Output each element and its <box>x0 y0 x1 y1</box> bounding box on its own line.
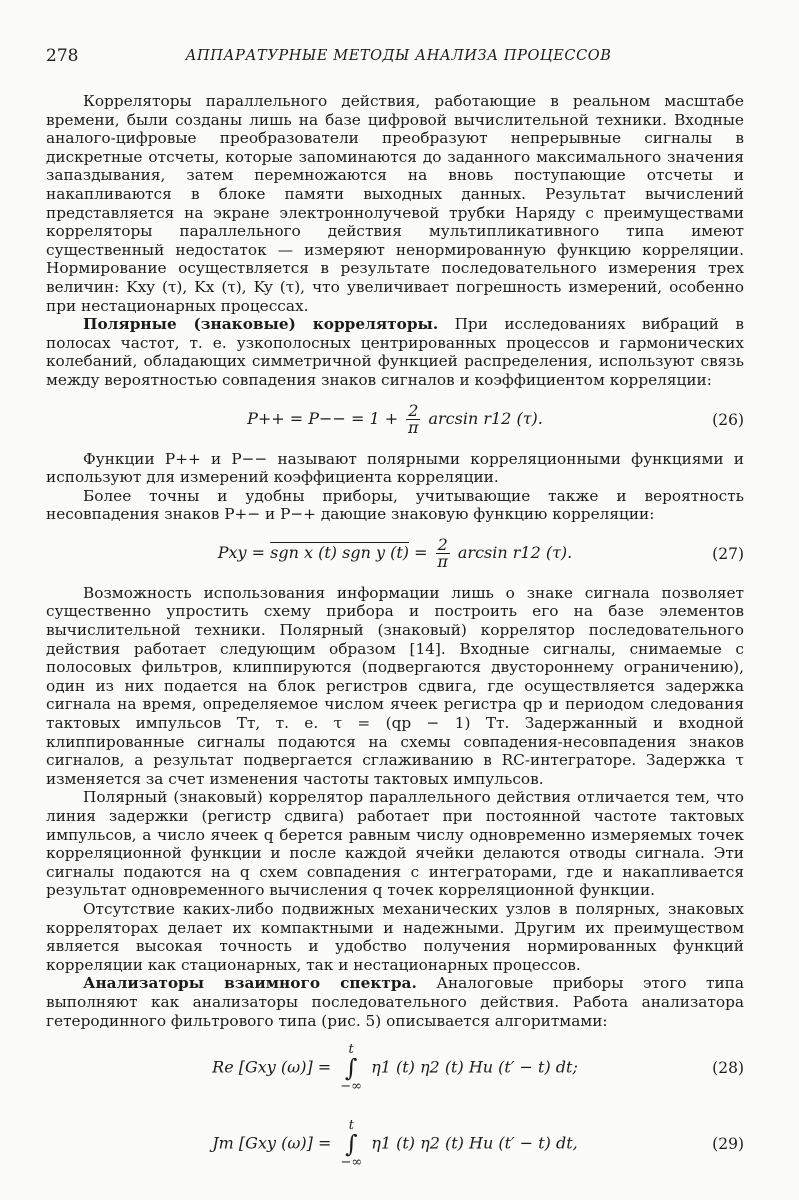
paragraph-polar-functions: Функции P++ и P−− называют полярными корреляционными функциями и используют для измерений коэффициента корреляции. <box>46 449 744 487</box>
paragraph-cross-spectrum-analyzers <box>46 974 744 1030</box>
equation-number: (26) <box>712 410 744 429</box>
integral-sign: t ∫ −∞ <box>340 1118 363 1171</box>
section-heading-polar-correlators: Полярные (знаковые) корреляторы. <box>83 315 439 334</box>
equation-formula <box>212 1042 578 1094</box>
equation-number: (28) <box>712 1059 744 1078</box>
paragraph-text: Аналоговые приборы этого типа выполняют как анализаторы последовательного действия. Работа анализатора гетеродинного фильтрового типа (рис. 5) описывается алгоритмами: <box>46 974 744 1030</box>
running-title: АППАРАТУРНЫЕ МЕТОДЫ АНАЛИЗА ПРОЦЕССОВ <box>185 48 612 64</box>
equation-lhs: Jm [Gxy (ω)] = <box>212 1133 332 1153</box>
paragraph-sequential-polar-correlator: Возможность использования информации лишь о знаке сигнала позволяет существенно упростить схему прибора и построить его на базе элементов вычислительной техники. Полярный (знаковый) коррелятор последовательного действия работает следующим образом [14]. Входные сигналы, снимаемые с полосовых фильтров, клиппируются (подвергаются двустороннему ограничению), один из них подается на блок регистров сдвига, где осуществляется задержка сигнала на время, определяемое числом ячеек регистра qр и периодом следования тактовых импульсов Tт, т. е. τ = (qр − 1) Tт. Задержанный и входной клиппированные сигналы подаются на схемы совпадения-несовпадения знаков сигналов, а результат подвергается сглаживанию в RC-интеграторе. Задержка τ изменяется за счет изменения частоты тактовых импульсов. <box>46 583 744 788</box>
equation-formula <box>247 403 543 436</box>
page-header <box>46 40 751 70</box>
integrand: η1 (t) η2 (t) Hи (t′ − t) dt; <box>371 1057 578 1077</box>
paragraph-advantages: Отсутствие каких-либо подвижных механических узлов в полярных, знаковых корреляторах делает их компактными и надежными. Другим их преимуществом является высокая точность и удобство получения нормированных функций корреляции как стационарных, так и нестационарных процессов. <box>46 899 744 974</box>
equation-26 <box>46 390 744 450</box>
fraction-denominator: π <box>408 418 419 437</box>
fraction-denominator: π <box>437 552 448 572</box>
equation-rhs: arcsin r12 (τ). <box>428 409 543 428</box>
equation-lhs: P++ = P−− = 1 + <box>247 409 399 428</box>
integral-lower-limit: −∞ <box>340 1079 363 1095</box>
paragraph-parallel-correlators: Корреляторы параллельного действия, работающие в реальном масштабе времени, были созданы лишь на базе цифровой вычислительной техники. Входные аналого-цифровые преобразователи преобразуют непрерывные сигналы в дискретные отсчеты, которые запоминаются до заданного максимального значения запаздывания, затем перемножаются на вновь поступающие отсчеты и накапливаются в блоке памяти выходных данных. Результат вычислений представляется на экране электроннолучевой трубки Наряду с преимуществами корреляторы параллельного действия мультипликативного типа имеют существенный недостаток — измеряют ненормированную функцию корреляции. Нормирование осуществляется в результате последовательного измерения трех величин: Kxy (τ), Kx (τ), Ky (τ), что увеличивает погрешность измерений, особенно при нестационарных процессах. <box>46 92 744 315</box>
paragraph-polar-correlators <box>46 315 744 389</box>
paragraph-text: При исследованиях вибраций в полосах частот, т. е. узкополосных центрированных процессов и гармонических колебаний, обладающих симметричной функцией распределения, используют связь между вероятностью совпадения знаков сигналов и коэффициентом корреляции: <box>46 315 744 389</box>
integral-upper-limit: t <box>348 1118 354 1134</box>
equation-number: (29) <box>712 1135 744 1154</box>
page-number: 278 <box>46 46 79 66</box>
integral-lower-limit: −∞ <box>340 1155 363 1171</box>
overlined-expression: sgn x (t) sgn y (t) <box>270 543 409 563</box>
equals-sign: = <box>414 543 428 563</box>
equation-rhs: arcsin r12 (τ). <box>457 543 573 563</box>
equation-27 <box>46 524 744 584</box>
fraction-numerator: 2 <box>437 535 448 555</box>
page-body <box>46 92 744 1182</box>
integral-upper-limit: t <box>348 1042 354 1058</box>
fraction-numerator: 2 <box>408 401 419 420</box>
paragraph-parallel-polar-correlator: Полярный (знаковый) коррелятор параллельного действия отличается тем, что линия задержки (регистр сдвига) работает при постоянной частоте тактовых импульсов, а число ячеек q берется равным числу одновременно измеряемых точек корреляционной функции и после каждой ячейки делаются отводы сигнала. Эти сигналы подаются на q схем совпадения с интеграторами, где и накапливается результат одновременного вычисления q точек корреляционной функции. <box>46 788 744 900</box>
paragraph-sign-function: Более точны и удобны приборы, учитывающие также и вероятность несовпадения знаков P+− и P−+ дающие знаковую функцию корреляции: <box>46 486 744 524</box>
equation-formula <box>218 537 573 570</box>
equation-lhs: Pxy = <box>217 543 266 563</box>
integral-sign: t ∫ −∞ <box>340 1042 363 1095</box>
equation-29 <box>46 1106 744 1182</box>
equation-28 <box>46 1030 744 1106</box>
fraction <box>436 537 450 570</box>
section-heading-cross-spectrum: Анализаторы взаимного спектра. <box>83 974 417 993</box>
integrand: η1 (t) η2 (t) Hи (t′ − t) dt, <box>371 1133 578 1153</box>
fraction <box>406 403 420 436</box>
equation-formula <box>212 1118 577 1170</box>
equation-number: (27) <box>712 544 744 563</box>
equation-lhs: Re [Gxy (ω)] = <box>212 1057 332 1077</box>
